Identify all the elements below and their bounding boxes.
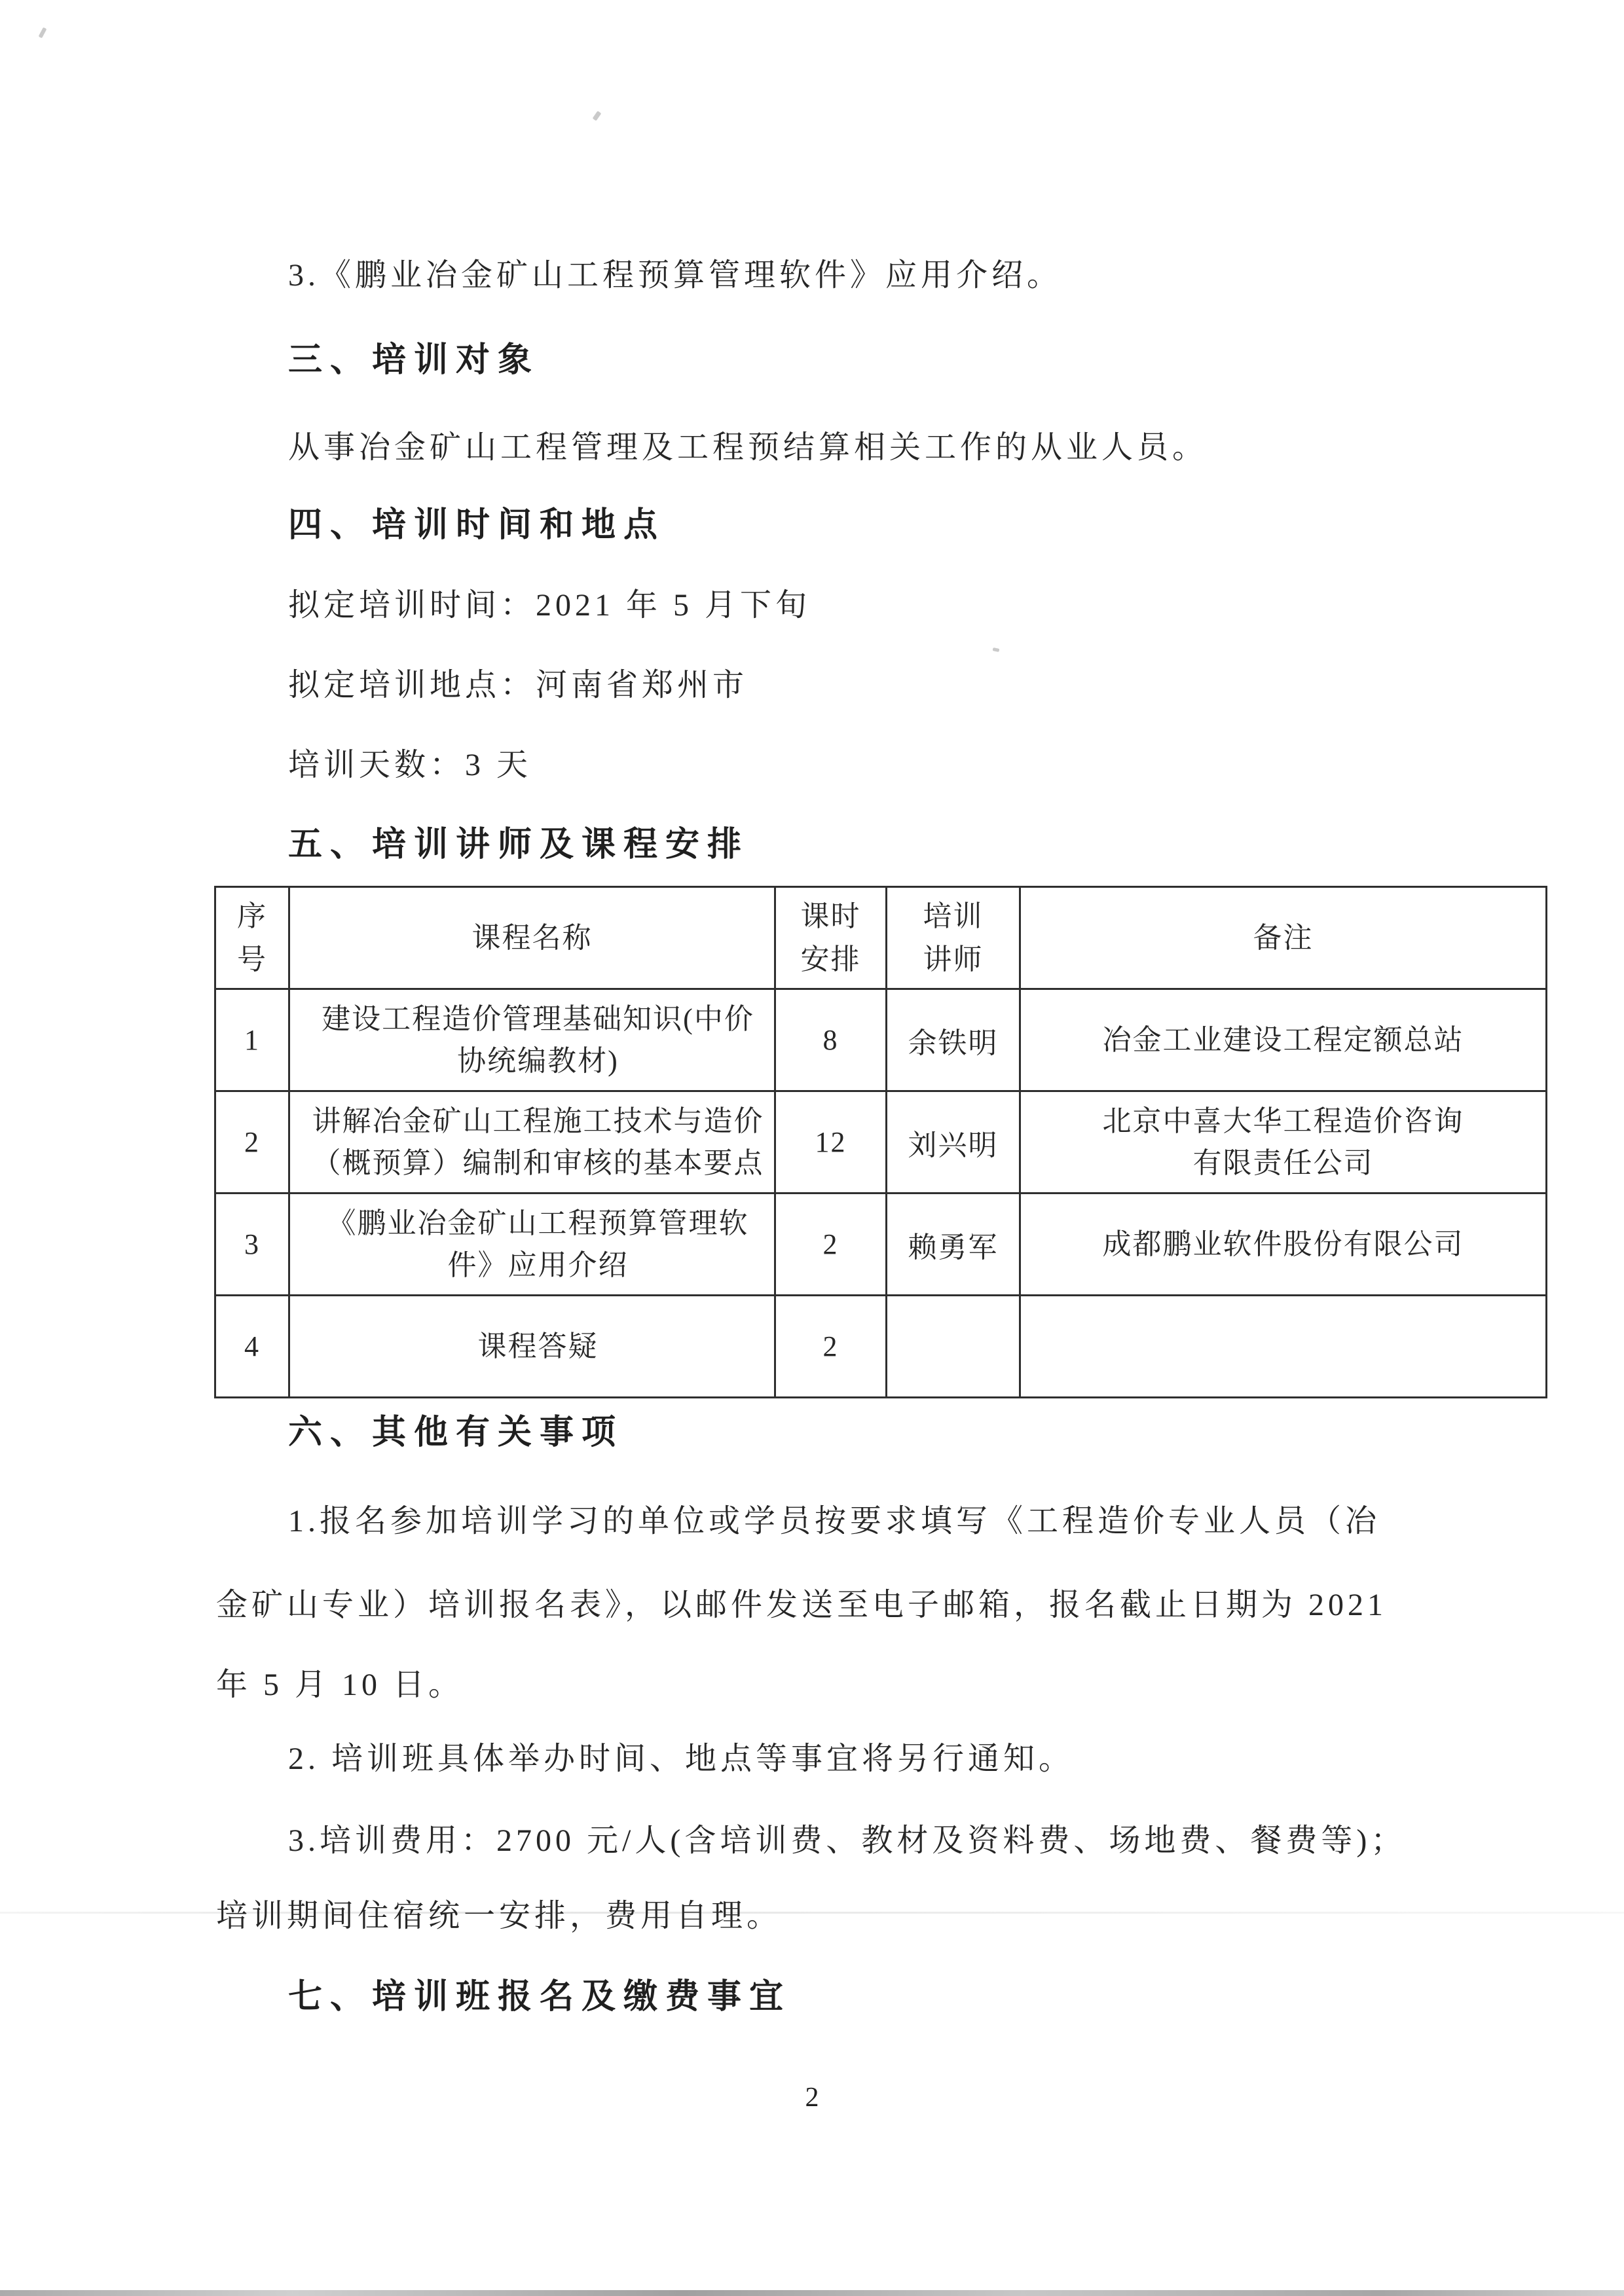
section-heading-time-place: 四、培训时间和地点 <box>288 506 666 544</box>
table-row <box>215 1194 1547 1296</box>
cell-no: 1 <box>215 989 289 1091</box>
cell-hours: 2 <box>775 1296 887 1398</box>
other-item2-line: 2. 培训班具体举办时间、地点等事宜将另行通知。 <box>288 1741 1075 1776</box>
table-row <box>215 989 1547 1091</box>
cell-hours: 2 <box>775 1194 887 1296</box>
header-teacher: 培训 讲师 <box>887 887 1020 989</box>
course-schedule-table <box>214 886 1547 1398</box>
scan-edge-shadow <box>0 2290 1624 2296</box>
training-time-line: 拟定培训时间：2021 年 5 月下旬 <box>288 588 811 623</box>
header-no: 序 号 <box>215 887 289 989</box>
section-heading-other-matters: 六、其他有关事项 <box>288 1413 624 1451</box>
other-item3-line1: 3.培训费用：2700 元/人(含培训费、教材及资料费、场地费、餐费等)； <box>288 1823 1407 1858</box>
training-place-line: 拟定培训地点：河南省郑州市 <box>288 668 748 702</box>
cell-teacher: 赖勇军 <box>887 1194 1020 1296</box>
cell-teacher: 刘兴明 <box>887 1091 1020 1194</box>
training-days-line: 培训天数：3 天 <box>288 748 532 782</box>
cell-no: 2 <box>215 1091 289 1194</box>
cell-note: 成都鹏业软件股份有限公司 <box>1020 1194 1547 1296</box>
header-note: 备注 <box>1020 887 1547 989</box>
other-item3-line2: 培训期间住宿统一安排，费用自理。 <box>216 1899 783 1933</box>
cell-no: 3 <box>215 1194 289 1296</box>
training-target-text: 从事冶金矿山工程管理及工程预结算相关工作的从业人员。 <box>288 430 1208 465</box>
scan-speck <box>39 27 47 39</box>
cell-teacher: 余铁明 <box>887 989 1020 1091</box>
intro-item-3: 3.《鹏业冶金矿山工程预算管理软件》应用介绍。 <box>288 258 1063 293</box>
section-heading-training-target: 三、培训对象 <box>288 341 540 379</box>
other-item1-line1: 1.报名参加培训学习的单位或学员按要求填写《工程造价专业人员（冶 <box>288 1504 1381 1539</box>
scan-speck <box>993 647 1000 652</box>
table-row <box>215 1296 1547 1398</box>
section-heading-schedule: 五、培训讲师及课程安排 <box>288 826 750 864</box>
cell-course: 课程答疑 <box>289 1296 775 1398</box>
cell-hours: 12 <box>775 1091 887 1194</box>
cell-note <box>1020 1296 1547 1398</box>
header-hours: 课时 安排 <box>775 887 887 989</box>
other-item1-line2: 金矿山专业）培训报名表》，以邮件发送至电子邮箱，报名截止日期为 2021 <box>216 1588 1388 1622</box>
cell-teacher <box>887 1296 1020 1398</box>
other-item1-line3: 年 5 月 10 日。 <box>216 1667 464 1702</box>
cell-no: 4 <box>215 1296 289 1398</box>
cell-note: 冶金工业建设工程定额总站 <box>1020 989 1547 1091</box>
section-heading-registration: 七、培训班报名及缴费事宜 <box>288 1978 792 2016</box>
page-number: 2 <box>805 2083 819 2113</box>
cell-course: 讲解冶金矿山工程施工技术与造价 （概预算）编制和审核的基本要点 <box>289 1091 775 1194</box>
cell-note: 北京中喜大华工程造价咨询 有限责任公司 <box>1020 1091 1547 1194</box>
table-row <box>215 1091 1547 1194</box>
header-course: 课程名称 <box>289 887 775 989</box>
scan-speck <box>593 111 602 120</box>
cell-hours: 8 <box>775 989 887 1091</box>
cell-course: 《鹏业冶金矿山工程预算管理软 件》应用介绍 <box>289 1194 775 1296</box>
table-header-row <box>215 887 1547 989</box>
cell-course: 建设工程造价管理基础知识(中价 协统编教材) <box>289 989 775 1091</box>
